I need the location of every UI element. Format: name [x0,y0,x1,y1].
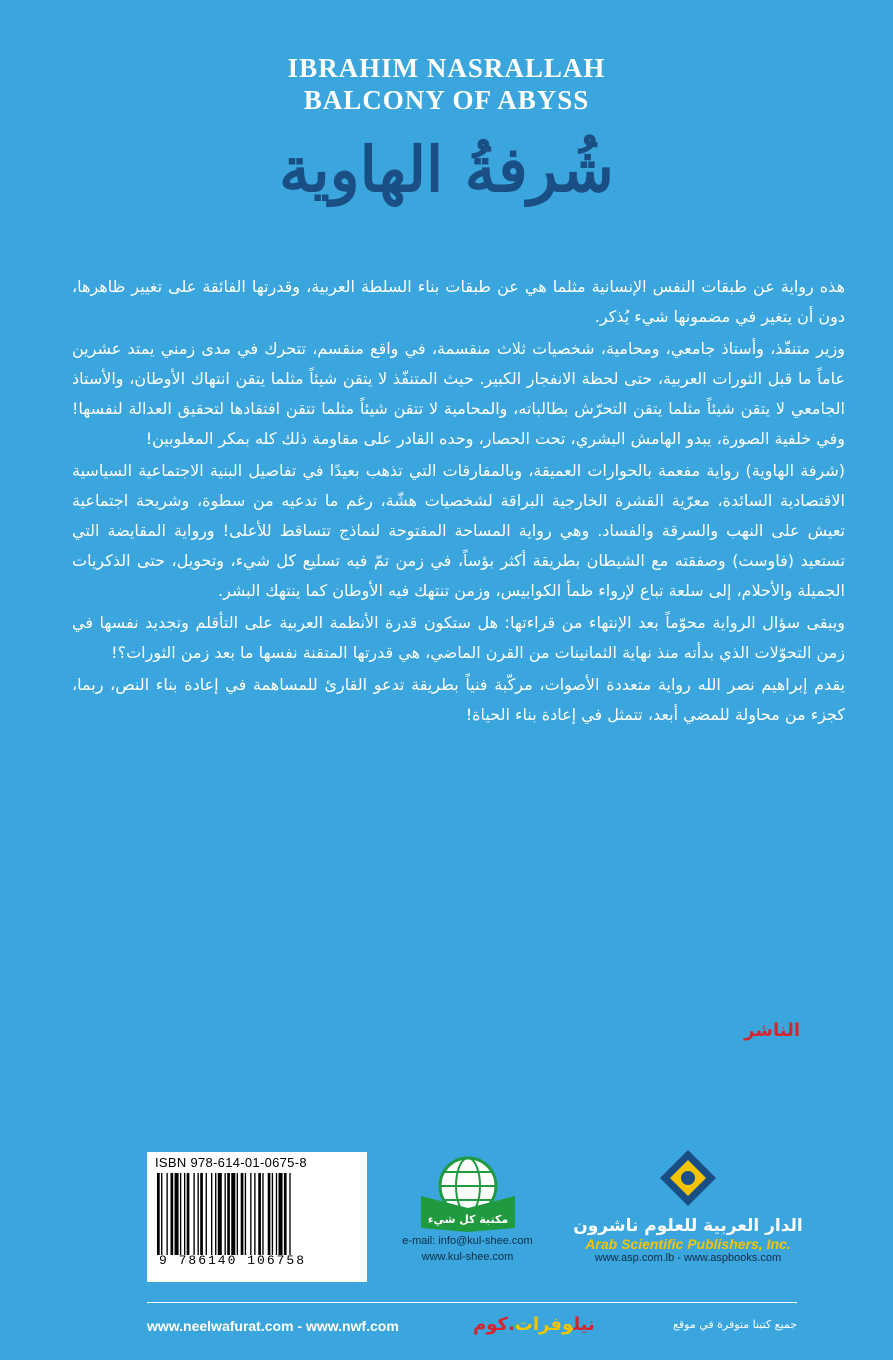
synopsis-paragraph: يقدم إبراهيم نصر الله رواية متعددة الأصوات، مركّبة فنياً بطريقة تدعو القارئ للمساهمة في إعادة بناء النص، ربما، كجزء من محاولة للمضي أبعد، تتمثل في إعادة بناء الحياة! [72,675,845,724]
synopsis-paragraph: (شرفة الهاوية) رواية مفعمة بالحوارات العميقة، وبالمفارقات التي تذهب بعيدًا في تفاصيل البنية الاجتماعية السياسية الاقتصادية السائدة، معرّية القشرة الخارجية البراقة لشخصيات هشّة، رغم ما تدعيه من سطوة، وشريحة اجتماعية تعيش على النهب والسرقة والفساد. وهي رواية المساحة المفتوحة لنماذج تتساقط للأعلى! ورواية المقايضة التي تستعيد (فاوست) وصفقته مع الشيطان بطريقة أكثر بؤساً، في زمن تمّ فيه تسليع كل شيء، وتحويل، حتى الذكريات الجميلة والأحلام، إلى سلعة تباع لإرواء ظمأ الكوابيس، وزمن تنتهك فيه الأوطان كما ينتهك البشر. [72,461,845,600]
neel-wa-furat-brand [473,1314,595,1335]
brand-part-1: نيل [573,1314,595,1335]
synopsis-paragraph: ويبقى سؤال الرواية محوّماً بعد الإنتهاء من قراءتها: هل ستكون قدرة الأنظمة العربية على التأقلم وتجديد نفسها في زمن التحوّلات الذي بدأته منذ نهاية الثمانينات من القرن الماضي، هي قدرتها المتقنة نفسها ما بعد زمن الثورات؟! [72,613,845,662]
kulshee-logo-icon [413,1150,523,1232]
barcode-bars [155,1173,359,1255]
kulshee-website: www.kul-shee.com [421,1251,514,1263]
footer-availability: جميع كتبنا متوفرة في موقع [673,1318,797,1331]
author-name-en: IBRAHIM NASRALLAH [287,53,606,83]
publisher-signature: الناشر [744,1020,800,1041]
isbn-label: ISBN 978-614-01-0675-8 [155,1155,307,1170]
synopsis-paragraph: هذه رواية عن طبقات النفس الإنسانية مثلما هي عن طبقات بناء السلطة العربية، وقدرتها الفائقة على تغيير ظاهرها، دون أن يتغير في مضمونها شيء يُذكر. [72,277,845,326]
asp-name-ar: الدار العربية للعلوم ناشرون [573,1216,803,1236]
asp-publisher-block [568,1148,808,1264]
synopsis [72,272,845,732]
kulshee-logo-text: مكتبة كل شيء [427,1213,508,1226]
footer-bar [147,1312,797,1344]
isbn-barcode [147,1152,367,1282]
kulshee-block [395,1150,540,1264]
asp-name-en: Arab Scientific Publishers, Inc. [585,1236,791,1252]
asp-logo-icon [658,1148,718,1210]
asp-websites: www.asp.com.lb - www.aspbooks.com [594,1252,782,1264]
synopsis-paragraph: وزير متنفّذ، وأستاذ جامعي، ومحامية، شخصيات ثلاث منقسمة، في واقع منقسم، تتحرك في مدى زمني يمتد عشرين عاماً ما قبل الثورات العربية، حتى لحظة الانفجار الكبير. حيث المتنفّذ لا يتقن شيئاً مثلما يتقن انتهاك الأوطان، والأستاذ الجامعي لا يتقن شيئاً مثلما يتقن التحرّش بطالباته، والمحامية لا تتقن شيئاً مثلما تتقن افتقادها لتحقيق العدالة لنفسها! وفي خلفية الصورة، يبدو الهامش البشري، تحت الحصار، وحده القادر على مقاومة ذلك كله بمكر المغلوبين! [72,339,845,448]
footer-divider [147,1302,797,1303]
brand-part-3: .كوم [473,1314,515,1335]
book-title-en: BALCONY OF ABYSS [303,85,590,115]
footer-websites: www.neelwafurat.com - www.nwf.com [147,1318,399,1334]
book-title-ar: شُرفةُ الهاوية [279,133,614,206]
barcode-digits: 9 786140 106758 [159,1253,307,1268]
cover-header [0,52,893,216]
kulshee-email: e-mail: info@kul-shee.com [402,1235,533,1247]
brand-part-2: وفرات [514,1314,574,1335]
